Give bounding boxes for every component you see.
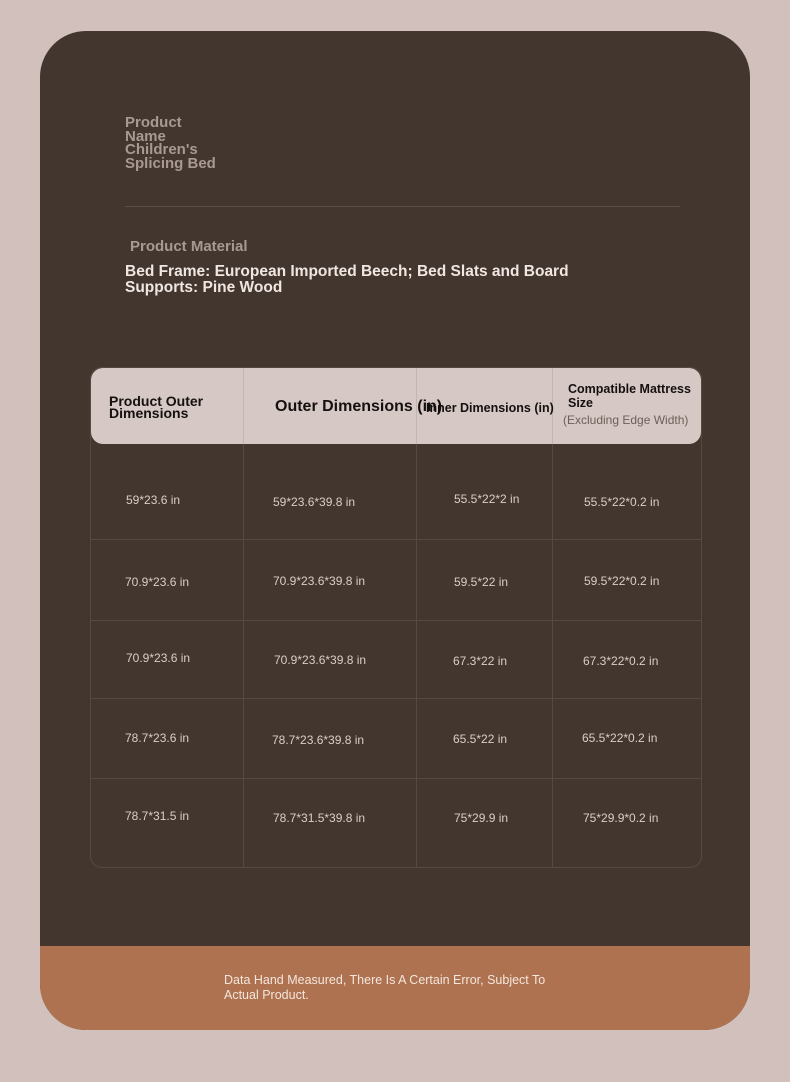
column-divider [243, 444, 244, 867]
row-divider [91, 620, 701, 621]
column-divider [416, 444, 417, 867]
table-cell: 78.7*23.6 in [125, 731, 190, 745]
header-inner-dimensions: Inner Dimensions (in) [426, 401, 554, 415]
table-cell: 70.9*23.6 in [125, 575, 190, 589]
table-cell: 59.5*22*0.2 in [584, 574, 660, 588]
table-cell: 70.9*23.6 in [126, 651, 191, 665]
table-cell: 65.5*22*0.2 in [582, 731, 658, 745]
table-cell: 55.5*22*2 in [454, 492, 520, 506]
footer-bar [40, 946, 750, 1030]
table-cell: 75*29.9*0.2 in [583, 811, 659, 825]
table-cell: 75*29.9 in [454, 811, 509, 825]
table-cell: 67.3*22*0.2 in [583, 654, 659, 668]
table-cell: 67.3*22 in [453, 654, 508, 668]
header-outer-dimensions: Outer Dimensions (in) [275, 398, 443, 415]
header-mattress-size-note: (Excluding Edge Width) [563, 413, 689, 427]
table-cell: 78.7*23.6*39.8 in [272, 733, 365, 747]
measurement-disclaimer: Data Hand Measured, There Is A Certain Error, Subject To Actual Product. [224, 973, 546, 1002]
table-cell: 59*23.6*39.8 in [273, 495, 356, 509]
spec-card [40, 31, 750, 1030]
header-product-outer-dimensions: Product Outer Dimensions [109, 393, 204, 421]
product-name-line: Splicing Bed [125, 154, 216, 172]
product-name-block [125, 116, 275, 170]
table-cell: 78.7*31.5 in [125, 809, 190, 823]
product-name-line: Children's [125, 141, 198, 159]
table-cell: 59*23.6 in [126, 493, 181, 507]
table-cell: 55.5*22*0.2 in [584, 495, 660, 509]
table-cell: 70.9*23.6*39.8 in [273, 574, 366, 588]
column-divider [552, 444, 553, 867]
section-divider [125, 206, 680, 207]
row-divider [91, 539, 701, 540]
row-divider [91, 778, 701, 779]
table-cell: 65.5*22 in [453, 732, 508, 746]
row-divider [91, 698, 701, 699]
dimensions-table [90, 367, 702, 868]
table-cell: 70.9*23.6*39.8 in [274, 653, 367, 667]
product-material-label: Product Material [130, 238, 248, 255]
header-divider [243, 368, 244, 444]
product-material-value: Bed Frame: European Imported Beech; Bed Slats and Board Supports: Pine Wood [125, 263, 569, 296]
table-cell: 59.5*22 in [454, 575, 509, 589]
table-cell: 78.7*31.5*39.8 in [273, 811, 366, 825]
product-name-line: Product [125, 114, 182, 131]
product-name-line: Name [125, 127, 166, 145]
header-compatible-mattress-size: Compatible Mattress Size [568, 382, 691, 410]
